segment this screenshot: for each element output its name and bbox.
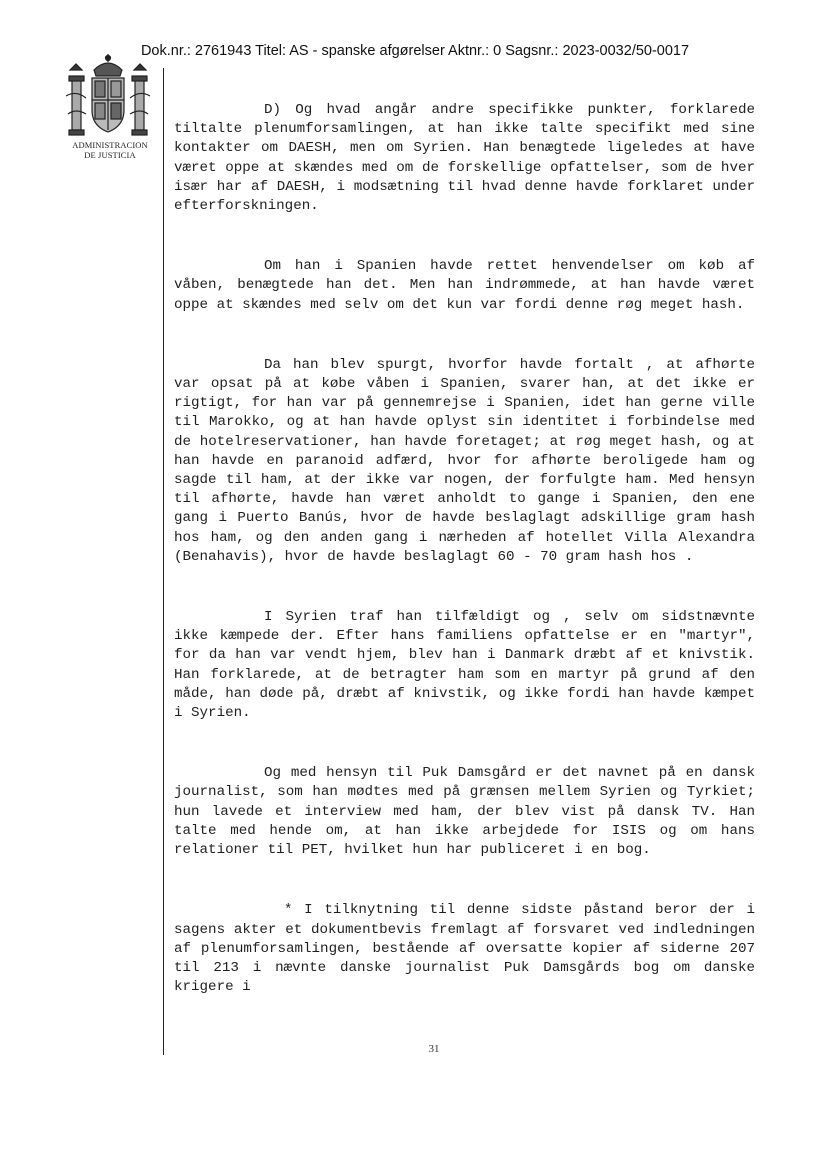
spanish-coat-of-arms-icon [64,52,152,144]
paragraph-syria: I Syrien traf han tilfældigt og , selv om sidstnævnte ikke kæmpede der. Efter hans familiens opfattelse er en "martyr", for da han var vendt hjem, blev han i Danmark dræbt af et knivstik. Han forklarede, at de betragter ham som en martyr på grund af den måde, han døde på, dræbt af knivstik, og ikke fordi han havde kæmpet i Syrien. [174,609,755,722]
paragraph-weapons: Om han i Spanien havde rettet henvendelser om køb af våben, benægtede han det. Men han indrømmede, at han havde været oppe at skændes med selv om det kun var fordi denne røg meget hash. [174,258,755,313]
paragraph-d: D) Og hvad angår andre specifikke punkter, forklarede tiltalte plenumforsamlingen, at han ikke talte specifikt med sine kontakter om DAESH, men om Syrien. Han benægtede ligeledes at have været oppe at skændes med om de forskellige opfattelser, som de hver især har af DAESH, i modsætning til hvad denne havde forklaret under efterforskningen. [174,102,755,215]
header-text: Dok.nr.: 2761943 Titel: AS - spanske afgørelser Aktnr.: 0 Sagsnr.: 2023-0032/50-0017 [140,43,690,59]
ministry-line-1: ADMINISTRACION [72,140,148,150]
document-body [174,101,755,997]
ministry-label [62,140,158,160]
page-number: 31 [428,1043,440,1055]
paragraph-journalist: Og med hensyn til Puk Damsgård er det navnet på en dansk journalist, som han mødtes med på grænsen mellem Syrien og Tyrkiet; hun lavede et interview med ham, der blev vist på dansk TV. Han talte med hende om, at han ikke arbejdede for ISIS og om hans relationer til PET, hvilket hun har publiceret i en bog. [174,765,755,859]
paragraph-evidence: * I tilknytning til denne sidste påstand beror der i sagens akter et dokumentbevis fremlagt af forsvaret ved indledningen af plenumforsamlingen, bestående af oversatte kopier af siderne 207 til 213 i nævnte danske journalist Puk Damsgårds bog om danske krigere i [174,902,755,996]
ministry-line-2: DE JUSTICIA [84,150,136,160]
paragraph-questioned: Da han blev spurgt, hvorfor havde fortalt , at afhørte var opsat på at købe våben i Spanien, svarer han, at det ikke er rigtigt, for han var på gennemrejse i Spanien, idet han gerne ville til Marokko, og at han havde oplyst sin identitet i forbindelse med de hotelreservationer, han havde foretaget; at røg meget hash, og at han havde en paranoid adfærd, hvor for afhørte beroligede ham og sagde til ham, at der ikke var nogen, der forfulgte ham. Med hensyn til afhørte, havde han været anholdt to gange i Spanien, den ene gang i Puerto Banús, hvor de havde beslaglagt adskillige gram hash hos ham, og den anden gang i nærheden af hotellet Villa Alexandra (Benahavis), hvor de havde beslaglagt 60 - 70 gram hash hos . [174,356,755,565]
margin-rule [163,68,164,1055]
